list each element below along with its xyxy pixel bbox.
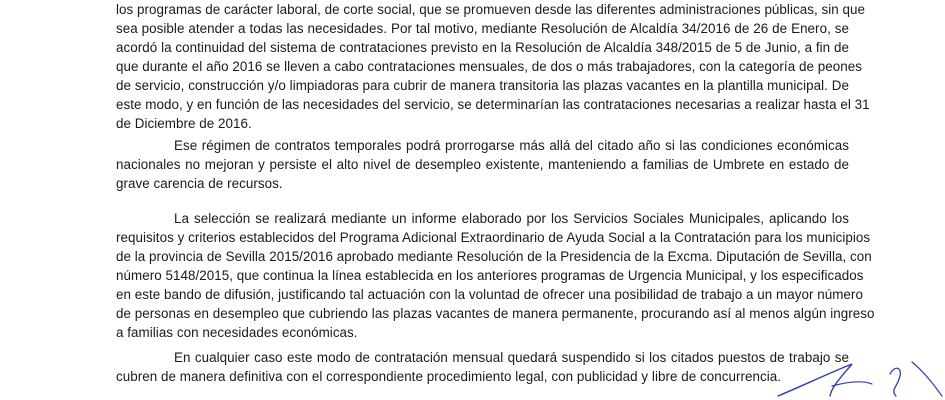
text-line: de la provincia de Sevilla 2015/2016 aprobado mediante Resolución de la Presidencia de la Excma. Diputación de Sevilla, con: [116, 249, 872, 264]
handwritten-signature: [772, 356, 945, 400]
text-line: de personas en desempleo que cubriendo las plazas vacantes de manera permanente, procurando así al menos algún ingreso: [116, 306, 875, 321]
text-line: los programas de carácter laboral, de corte social, que se promueven desde las diferentes administraciones públicas, sin que: [116, 2, 866, 17]
text-line: La selección se realizará mediante un informe elaborado por los Servicios Sociales Municipales, aplicando los: [174, 211, 849, 226]
text-line: En cualquier caso este modo de contratación mensual quedará suspendido si los citados puestos de trabajo se: [174, 350, 849, 365]
text-line: cubren de manera definitiva con el correspondiente procedimiento legal, con publicidad y libre de concurrencia.: [116, 369, 782, 384]
text-line: nacionales no mejoran y persiste el alto nivel de desempleo existente, manteniendo a familias de Umbrete en estado de: [116, 157, 849, 172]
text-line: en este bando de difusión, justificando tal actuación con la voluntad de ofrecer una posibilidad de trabajo a un mayor número: [116, 287, 863, 302]
text-line: de servicio, construcción y/o limpiadoras para cubrir de manera transitoria las plazas vacantes en la plantilla municipal. De: [116, 78, 849, 93]
text-line: requisitos y criterios establecidos del Programa Adicional Extraordinario de Ayuda Social a la Contratación para los municipios: [116, 230, 871, 245]
text-line: este modo, y en función de las necesidades del servicio, se determinarían las contrataciones necesarias a realizar hasta el 31: [116, 97, 870, 112]
text-line: que durante el año 2016 se lleven a cabo contrataciones mensuales, de dos o más trabajadores, con la categoría de peones: [116, 59, 862, 74]
paragraph-extension: [116, 136, 849, 193]
paragraph-contract-program: [116, 0, 870, 133]
text-line: sea posible atender a todas las necesidades. Por tal motivo, mediante Resolución de Alcaldía 34/2016 de 26 de Enero, se: [116, 21, 849, 36]
text-line: grave carencia de recursos.: [116, 176, 283, 191]
paragraph-suspension: [116, 348, 849, 386]
text-line: número 5148/2015, que continua la línea establecida en los anteriores programas de Urgencia Municipal, y los especificados: [116, 268, 864, 283]
paragraph-selection: [116, 209, 875, 342]
text-line: Ese régimen de contratos temporales podrá prorrogarse más allá del citado año si las condiciones económicas: [174, 138, 849, 153]
text-line: acordó la continuidad del sistema de contrataciones previsto en la Resolución de Alcaldía 348/2015 de 5 de Junio, a fin de: [116, 40, 849, 55]
text-line: de Diciembre de 2016.: [116, 116, 252, 131]
text-line: a familias con necesidades económicas.: [116, 325, 358, 340]
